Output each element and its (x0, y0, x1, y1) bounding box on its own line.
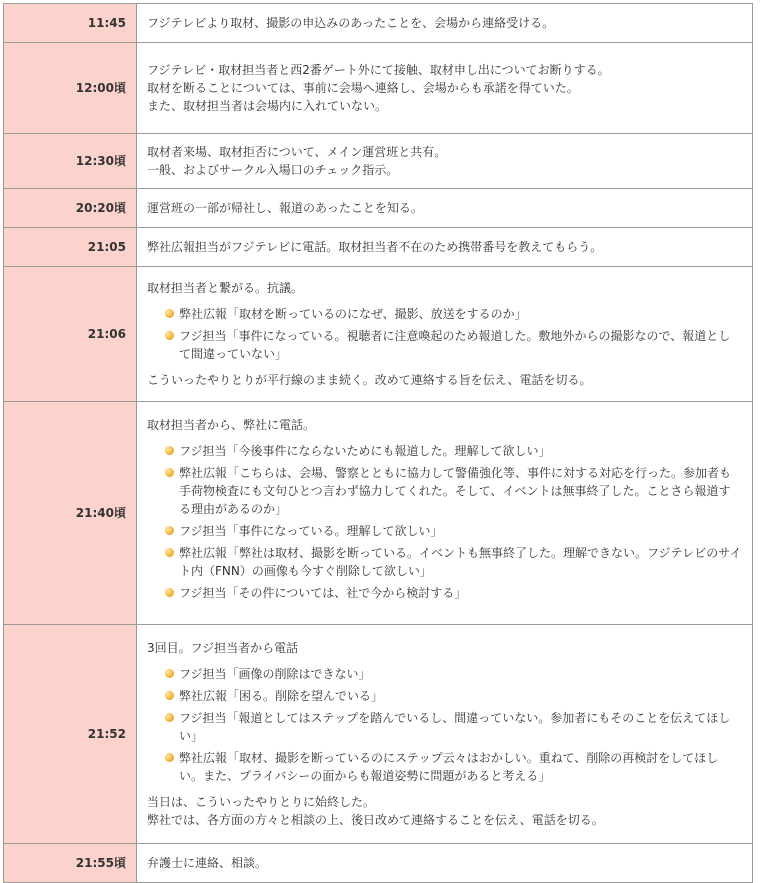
description-line: 取材担当者から、弊社に電話。 (147, 418, 316, 432)
description-line: 取材担当者と繋がる。抗議。 (147, 281, 304, 295)
exchange-text: 弊社広報「こちらは、会場、警察とともに協力して警備強化等、事件に対する対応を行った。参加者も手荷物検査にも文句ひとつ言わず協力してくれた。そして、イベントは無事終了した。ことさら報道する理由があるのか」 (179, 466, 732, 516)
row-description (137, 134, 753, 189)
description-line: 一般、およびサークル入場口のチェック指示。 (147, 163, 399, 177)
exchange-item (165, 442, 742, 460)
description-line: 弊社広報担当がフジテレビに電話。取材担当者不在のため携帯番号を教えてもらう。 (147, 240, 603, 254)
row-time: 21:55頃 (4, 844, 137, 883)
bullet-icon (165, 691, 174, 700)
bullet-icon (165, 713, 174, 722)
exchange-item (165, 709, 742, 745)
row-time: 21:06 (4, 267, 137, 402)
exchange-item (165, 665, 742, 683)
bullet-icon (165, 526, 174, 535)
exchange-item (165, 584, 742, 602)
row-time: 12:00頃 (4, 43, 137, 134)
row-description (137, 625, 753, 844)
bullet-icon (165, 753, 174, 762)
exchange-item (165, 327, 742, 363)
exchange-text: フジ担当「事件になっている。視聴者に注意喚起のため報道した。敷地外からの撮影なので、報道として間違っていない」 (179, 329, 731, 361)
row-description (137, 228, 753, 267)
description-line: 当日は、こういったやりとりに始終した。 (147, 795, 376, 809)
timeline-row (4, 189, 753, 228)
row-description (137, 189, 753, 228)
timeline-row (4, 43, 753, 134)
description-line: 3回目。フジ担当者から電話 (147, 641, 299, 655)
description-line: 弊社では、各方面の方々と相談の上、後日改めて連絡することを伝え、電話を切る。 (147, 813, 604, 827)
row-time: 20:20頃 (4, 189, 137, 228)
row-description (137, 844, 753, 883)
description-line: 弁護士に連絡、相談。 (147, 856, 268, 870)
timeline-row (4, 4, 753, 43)
exchange-list (165, 305, 742, 363)
exchange-text: フジ担当「報道としてはステップを踏んでいるし、間違っていない。参加者にもそのことを伝えてほしい」 (179, 711, 731, 743)
timeline-row (4, 228, 753, 267)
bullet-icon (165, 309, 174, 318)
bullet-icon (165, 331, 174, 340)
exchange-text: フジ担当「画像の削除はできない」 (179, 667, 371, 681)
description-line: 取材者来場、取材拒否について、メイン運営班と共有。 (147, 145, 447, 159)
timeline-row (4, 402, 753, 625)
bullet-icon (165, 548, 174, 557)
exchange-text: 弊社広報「取材、撮影を断っているのにステップ云々はおかしい。重ねて、削除の再検討をしてほしい。また、プライバシーの面からも報道姿勢に問題があると考える」 (179, 751, 719, 783)
exchange-list (165, 665, 742, 785)
description-line: こういったやりとりが平行線のまま続く。改めて連絡する旨を伝え、電話を切る。 (147, 373, 592, 387)
row-time: 21:40頃 (4, 402, 137, 625)
exchange-text: 弊社広報「弊社は取材、撮影を断っている。イベントも無事終了した。理解できない。フジテレビのサイト内（FNN）の画像も今すぐ削除して欲しい」 (179, 546, 742, 578)
timeline-body (4, 4, 753, 883)
timeline-row (4, 625, 753, 844)
exchange-text: 弊社広報「困る。削除を望んでいる」 (179, 689, 384, 703)
exchange-text: フジ担当「事件になっている。理解して欲しい」 (179, 524, 443, 538)
row-time: 21:05 (4, 228, 137, 267)
description-line: フジテレビ・取材担当者と西2番ゲート外にて接触、取材申し出についてお断りする。 (147, 63, 610, 77)
row-time: 12:30頃 (4, 134, 137, 189)
row-time: 21:52 (4, 625, 137, 844)
description-line: 運営班の一部が帰社し、報道のあったことを知る。 (147, 201, 423, 215)
description-line: フジテレビより取材、撮影の申込みのあったことを、会場から連絡受ける。 (147, 16, 555, 30)
row-description (137, 4, 753, 43)
description-line: 取材を断ることについては、事前に会場へ連絡し、会場からも承諾を得ていた。 (147, 81, 579, 95)
timeline-table (3, 3, 753, 883)
bullet-icon (165, 669, 174, 678)
timeline-row (4, 267, 753, 402)
exchange-item (165, 687, 742, 705)
exchange-text: フジ担当「その件については、社で今から検討する」 (179, 586, 467, 600)
row-time: 11:45 (4, 4, 137, 43)
exchange-text: 弊社広報「取材を断っているのになぜ、撮影、放送をするのか」 (179, 307, 527, 321)
timeline-row (4, 134, 753, 189)
exchange-item (165, 464, 742, 518)
description-line: また、取材担当者は会場内に入れていない。 (147, 99, 388, 113)
timeline-row (4, 844, 753, 883)
row-description (137, 402, 753, 625)
exchange-item (165, 305, 742, 323)
exchange-item (165, 522, 742, 540)
exchange-item (165, 544, 742, 580)
exchange-text: フジ担当「今後事件にならないためにも報道した。理解して欲しい」 (179, 444, 551, 458)
bullet-icon (165, 588, 174, 597)
row-description (137, 43, 753, 134)
exchange-list (165, 442, 742, 602)
exchange-item (165, 749, 742, 785)
bullet-icon (165, 446, 174, 455)
bullet-icon (165, 468, 174, 477)
row-description (137, 267, 753, 402)
